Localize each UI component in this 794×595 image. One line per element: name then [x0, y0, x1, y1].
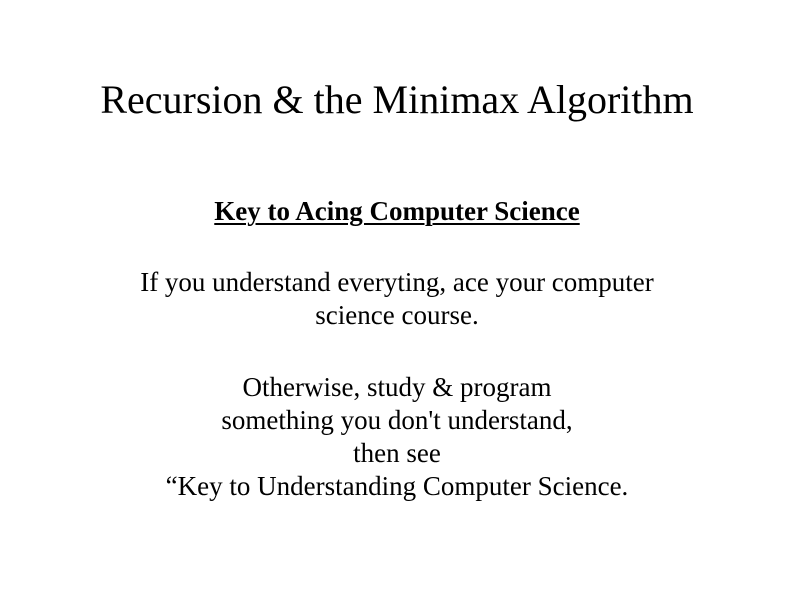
slide-title: Recursion & the Minimax Algorithm — [100, 77, 694, 122]
paragraph-line: science course. — [315, 300, 479, 330]
paragraph-line: “Key to Understanding Computer Science. — [165, 471, 629, 501]
paragraph-otherwise — [0, 371, 794, 503]
slide-subtitle: Key to Acing Computer Science — [214, 196, 580, 226]
paragraph-line: If you understand everyting, ace your computer — [140, 267, 654, 297]
paragraph-line: something you don't understand, — [221, 405, 573, 435]
paragraph-ace-course — [0, 266, 794, 332]
paragraph-line: then see — [353, 438, 441, 468]
paragraph-line: Otherwise, study & program — [242, 372, 552, 402]
